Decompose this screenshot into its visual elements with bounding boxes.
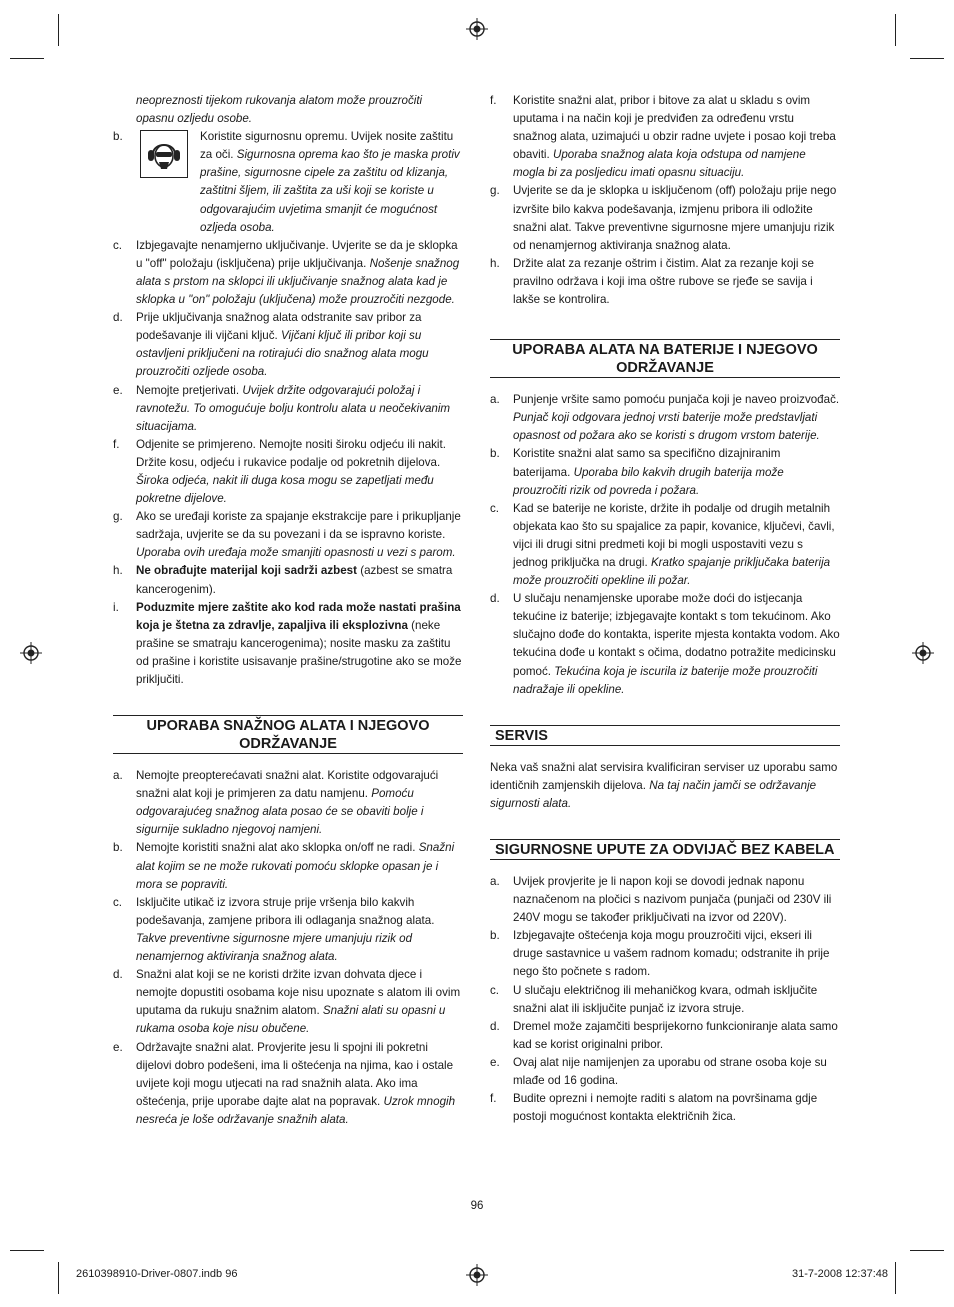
registration-mark-icon — [466, 1264, 488, 1286]
crop-mark — [910, 1250, 944, 1251]
item-letter: c. — [490, 983, 500, 997]
section-heading: UPORABA ALATA NA BATERIJE I NJEGOVO ODRŽAVANJE — [490, 339, 840, 378]
item-text: Nemojte koristiti snažni alat ako sklopka on/off ne radi. — [136, 841, 416, 855]
item-text: Ako se uređaji koriste za spajanje ekstrakcije pare i prikupljanje sadržaja, uvjerite se da su povezani i da se ispravno koriste. — [136, 510, 461, 542]
item-letter: a. — [490, 393, 500, 407]
section-heading: SERVIS — [490, 725, 840, 746]
item-letter: d. — [490, 1019, 500, 1033]
item-text: Uvijek provjerite je li napon koji se dovodi jednak naponu naznačenom na pločici s nazivom punjača (punjači od 230V ili 240V mogu se također priključivati na izvor od 220V). — [513, 875, 832, 925]
item-text: Isključite utikač iz izvora struje prije vršenja bilo kakvih podešavanja, zamjene pribora ili odlaganja snažnog alata. — [136, 895, 435, 927]
item-text: (azbest se smatra kancerogenim). — [136, 564, 453, 596]
item-italic-text: Takve preventivne sigurnosne mjere umanjuju rizik od nenamjernog aktiviranja snažnog alata. — [136, 931, 413, 964]
item-letter: a. — [113, 769, 123, 783]
section-heading: SIGURNOSNE UPUTE ZA ODVIJAČ BEZ KABELA — [490, 839, 840, 860]
list-item — [490, 445, 840, 499]
crop-mark — [910, 58, 944, 59]
item-text: Punjenje vršite samo pomoću punjača koji je naveo proizvođač. — [513, 393, 840, 407]
item-text: Budite oprezni i nemojte raditi s alatom na površinama gdje postoji mogućnost kontakta električnih žica. — [513, 1092, 818, 1124]
item-letter: h. — [490, 256, 500, 270]
crop-mark — [58, 14, 59, 46]
item-letter: b. — [490, 929, 500, 943]
list-item — [113, 562, 463, 598]
footer-filename: 2610398910-Driver-0807.indb 96 — [76, 1268, 238, 1280]
safety-goggles-earmuffs-icon — [140, 130, 188, 178]
list-item — [113, 966, 463, 1038]
crop-mark — [895, 14, 896, 46]
item-italic-text: Uporaba ovih uređaja može smanjiti opasnosti u vezi s parom. — [136, 546, 456, 560]
list-item — [490, 500, 840, 590]
item-letter: e. — [113, 1040, 123, 1054]
item-letter: b. — [113, 841, 123, 855]
item-italic-text: Uvijek držite odgovarajući položaj i ravnotežu. To omogućuje bolju kontrolu alata u neočekivanim situacijama. — [136, 383, 451, 433]
item-bold-text: Ne obrađujte materijal koji sadrži azbest — [136, 564, 357, 578]
item-italic-text: Punjač koji odgovara jednoj vrsti baterije može predstavljati opasnost od požara ako se koristi s drugom vrstom baterije. — [513, 411, 820, 443]
paragraph-text: Neka vaš snažni alat servisira kvalificiran serviser uz uporabu samo identičnih zamjenskih dijelova. — [490, 760, 838, 792]
list-item — [490, 590, 840, 699]
item-letter: b. — [113, 130, 123, 144]
item-italic-text: Široka odjeća, nakit ili duga kosa mogu se zapetljati među pokretne dijelove. — [136, 473, 434, 506]
item-text: Održavajte snažni alat. Provjerite jesu li spojni ili pokretni dijelovi dobro podešeni, ima li oštećenja na njima, kao i ostale uvijete koji mogu utjecati na rad snažnih alata. Ako ima oštećenja, prije uporabe dajte alat na popravak. — [136, 1040, 454, 1108]
item-text: U slučaju nenamjenske uporabe može doći do istjecanja tekućine iz baterije; izbjegavajte kontakt s tom tekućinom. Ako slučajno dođe do kontakta, isperite mjesta kontakta vodom. Ako tekućina dođe u kontakt s očima, dodatno potražite medicinsku pomoć. — [513, 592, 840, 678]
item-text: Izbjegavajte nenamjerno uključivanje. Uvjerite se da je sklopka u "off" položaju (isključena) prije uključivanja. — [136, 238, 458, 270]
item-italic-text: Sigurnosna oprema kao što je maska protiv prašine, sigurnosne cipele za zaštitu od klizanja, zaštitni šljem, ili zaštita za uši koji se koriste u odgovarajućim uvjetima smanjit će mogućnost ozljeda osoba. — [200, 148, 460, 234]
item-text: U slučaju električnog ili mehaničkog kvara, odmah isključite snažni alat ili isključite punjač iz izvora struje. — [513, 983, 818, 1015]
list-item — [113, 1039, 463, 1129]
item-letter: f. — [113, 437, 120, 451]
list-item — [113, 128, 463, 237]
item-letter: e. — [113, 383, 123, 397]
crop-mark — [895, 1262, 896, 1294]
list-item — [113, 382, 463, 436]
list-item — [490, 927, 840, 981]
item-letter: c. — [490, 501, 500, 515]
item-italic-text: Vijčani ključ ili pribor koji su ostavljeni priključeni na rotirajući dio snažnog alata mogu prouzročiti ozljede osoba. — [136, 329, 429, 379]
item-letter: i. — [113, 600, 119, 614]
item-letter: c. — [113, 895, 123, 909]
item-text: Odjenite se primjereno. Nemojte nositi široku odjeću ili nakit. Držite kosu, odjeću i rukavice podalje od pokretnih dijelova. — [136, 437, 446, 469]
item-text: Dremel može zajamčiti besprijekorno funkcioniranje alata samo kad se korist originalni pribor. — [513, 1019, 838, 1051]
item-text: Kad se baterije ne koriste, držite ih podalje od drugih metalnih objekata kao što su spajalice za papir, kovanice, ključevi, čavli, vijci ili drugi sitni predmeti koji bi mogli uspostaviti vezu s jednog priključka na drugi. — [513, 501, 835, 569]
crop-mark — [10, 1250, 44, 1251]
item-text: Nemojte pretjerivati. — [136, 383, 240, 397]
item-text: Uvjerite se da je sklopka u isključenom (off) položaju prije nego izvršite bilo kakva podešavanja, izmjenu pribora ili odložite snažni alat. Takve preventivne sigurnosne mjere umanjuju rizik od nenamjernog aktiviranja snažnog alata. — [513, 184, 837, 252]
item-letter: f. — [490, 1092, 497, 1106]
item-text: Koristite snažni alat samo sa specifično dizajniranim baterijama. — [513, 447, 781, 479]
item-italic-text: Pomoću odgovarajućeg snažnog alata posao će se obaviti bolje i sigurnije sukladno njegovoj namjeni. — [136, 787, 424, 837]
item-text: (neke prašine se smatraju kancerogenima); nosite masku za zaštitu od prašine i koristite usisavanje prašine/strugotine ako se može priključiti. — [136, 618, 462, 686]
item-text: Koristite snažni alat, pribor i bitove za alat u skladu s ovim uputama i na način koji je predviđen za određenu vrstu snažnog alata, uzimajući u obzir radne uvjete i posao koji treba obaviti. — [513, 94, 836, 162]
item-bold-text: Poduzmite mjere zaštite ako kod rada može nastati prašina koja je štetna za zdravlje, zapaljiva ili eksplozivna — [136, 600, 461, 632]
page-number: 96 — [470, 1200, 484, 1212]
registration-mark-icon — [20, 642, 42, 664]
item-italic-text: Uzrok mnogih nesreća je loše održavanje snažnih alata. — [136, 1094, 456, 1126]
list-item — [490, 182, 840, 254]
item-letter: b. — [490, 447, 500, 461]
item-letter: d. — [113, 968, 123, 982]
list-item — [113, 894, 463, 966]
list-item — [113, 237, 463, 309]
registration-mark-icon — [912, 642, 934, 664]
item-italic-text: Snažni alati su opasni u rukama osoba koje nisu obučene. — [136, 1004, 446, 1036]
item-italic-text: Tekućina koja je iscurila iz baterije može prouzročiti nadražaje ili opekline. — [513, 664, 818, 696]
list-item — [113, 767, 463, 839]
item-text: Ovaj alat nije namijenjen za uporabu od strane osoba koje su mlađe od 16 godina. — [513, 1055, 827, 1088]
item-letter: c. — [113, 238, 123, 252]
item-letter: e. — [490, 1055, 500, 1069]
item-text: Držite alat za rezanje oštrim i čistim. Alat za rezanje koji se pravilno održava i koji ima oštre rubove se rjeđe se savija i lakše se kontrolira. — [513, 256, 814, 307]
intro-continuation: neopreznosti tijekom rukovanja alatom može prouzročiti opasnu ozljedu osobe. — [136, 94, 423, 126]
crop-mark — [58, 1262, 59, 1294]
item-italic-text: Uporaba snažnog alata koja odstupa od namjene mogla bi za posljedicu imati opasnu situaciju. — [513, 148, 806, 180]
list-item — [490, 982, 840, 1018]
list-item — [490, 873, 840, 927]
paragraph-italic-text: Na taj način jamči se održavanje sigurnosti alata. — [490, 778, 817, 810]
list-item — [113, 508, 463, 562]
item-text: Snažni alat koji se ne koristi držite izvan dohvata djece i nemojte dopustiti osobama koje nisu upoznate s alatom ili ovim uputama da rukuju snažnim alatom. — [136, 968, 461, 1018]
item-text: Nemojte preopterećavati snažni alat. Koristite odgovarajući snažni alat koji je primjeren za datu namjenu. — [136, 769, 439, 801]
list-item — [490, 1054, 840, 1090]
item-letter: g. — [113, 510, 123, 524]
item-letter: f. — [490, 94, 497, 107]
list-item — [490, 1090, 840, 1126]
item-letter: d. — [490, 592, 500, 606]
item-italic-text: Snažni alat kojim se ne može rukovati pomoću sklopke opasan je i mora se popraviti. — [136, 841, 455, 891]
item-letter: h. — [113, 564, 123, 578]
footer-timestamp: 31-7-2008 12:37:48 — [791, 1268, 888, 1280]
list-item — [113, 599, 463, 689]
item-italic-text: Uporaba bilo kakvih drugih baterija može prouzročiti rizik od povreda i požara. — [513, 465, 784, 497]
crop-mark — [10, 58, 44, 59]
item-letter: g. — [490, 184, 500, 198]
item-text: Izbjegavajte oštećenja koja mogu prouzročiti vijci, ekseri ili druge sastavnice u vašem radnom komadu; odstranite ih prije nego što počnete s radom. — [513, 929, 830, 979]
list-item — [490, 92, 840, 182]
list-item — [490, 1018, 840, 1054]
item-italic-text: Kratko spajanje priključaka baterija može prouzročiti opekline ili požar. — [513, 555, 831, 588]
list-item — [113, 839, 463, 893]
item-italic-text: Nošenje snažnog alata s prstom na sklopci ili uključivanje snažnog alata kad je sklopka u "on" položaju (uključena) može prouzročiti nezgode. — [136, 256, 460, 307]
item-letter: a. — [490, 875, 500, 888]
item-text: Prije uključivanja snažnog alata odstranite sav pribor za podešavanje ili vijčani ključ. — [136, 311, 422, 343]
list-item — [113, 436, 463, 508]
item-letter: d. — [113, 311, 123, 325]
list-item — [490, 391, 840, 445]
left-column — [113, 92, 463, 1129]
registration-mark-icon — [466, 18, 488, 40]
item-text: Koristite sigurnosnu opremu. Uvijek nosite zaštitu za oči. — [200, 130, 454, 162]
list-item — [490, 255, 840, 309]
paragraph — [490, 759, 840, 813]
section-heading: UPORABA SNAŽNOG ALATA I NJEGOVO ODRŽAVANJE — [113, 715, 463, 754]
right-column — [490, 92, 840, 1126]
list-item — [113, 309, 463, 381]
